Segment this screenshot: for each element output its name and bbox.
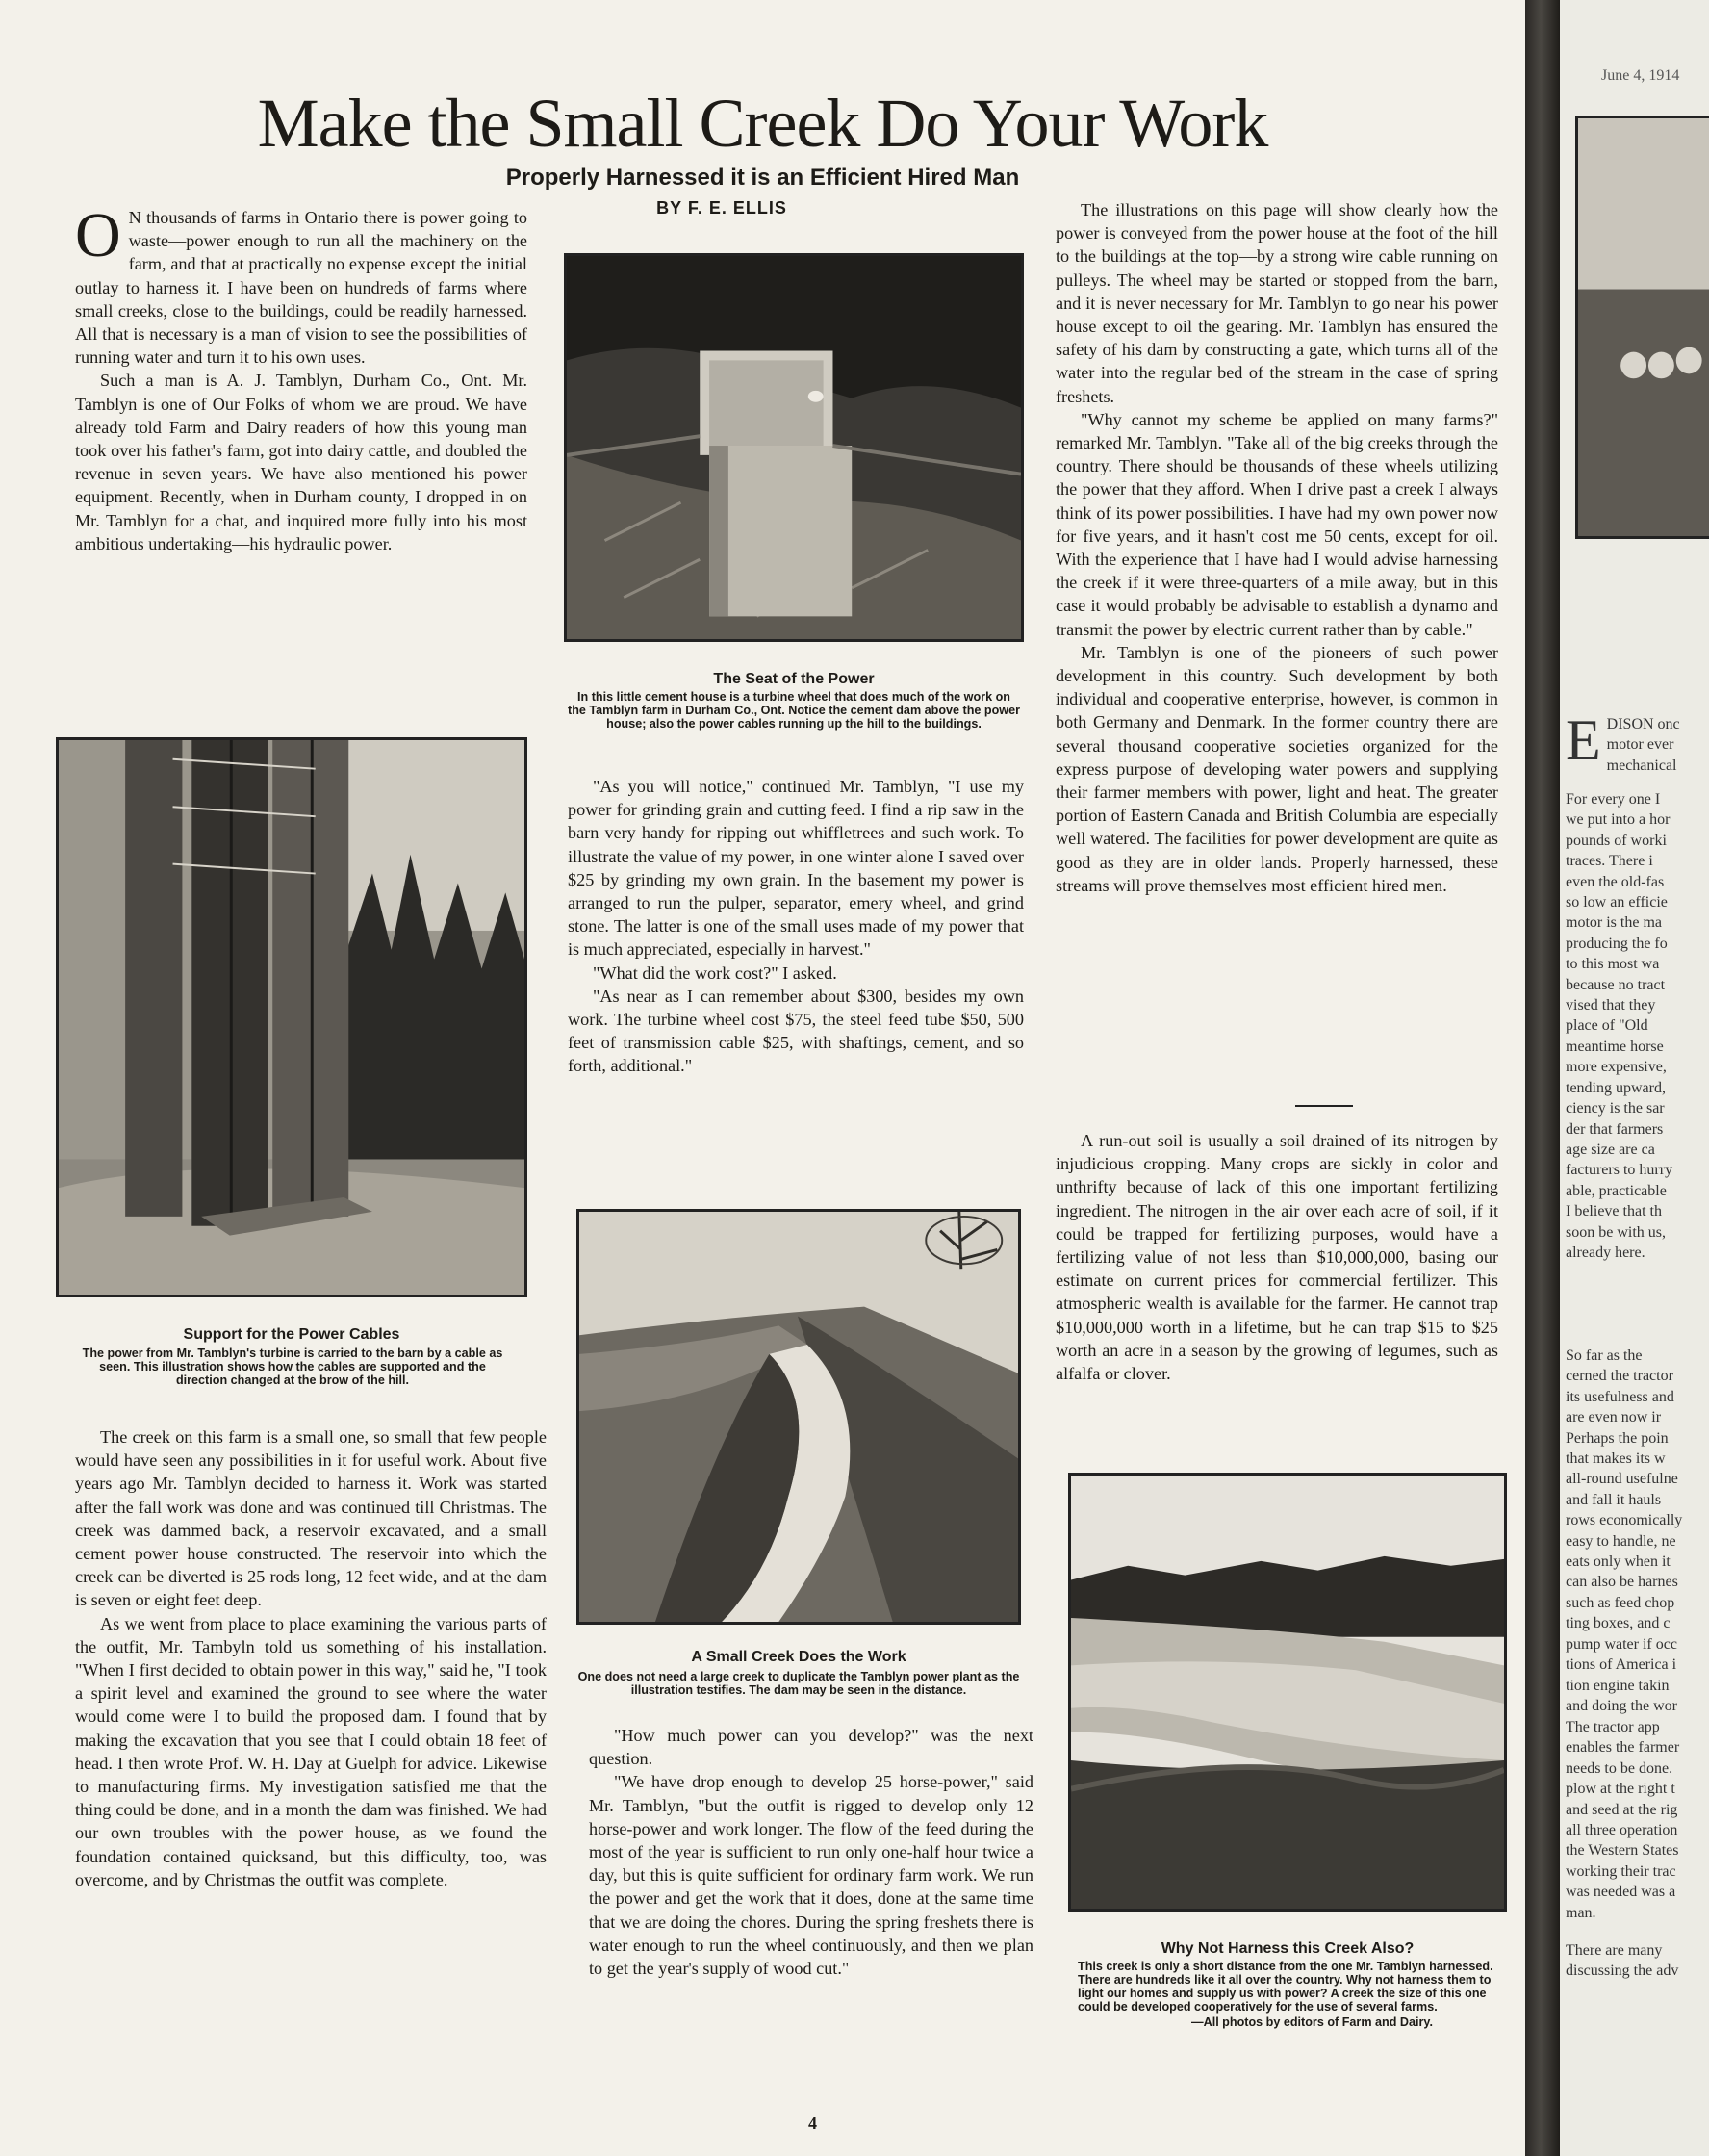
paragraph: As we went from place to place examining the various parts of the outfit, Mr. Tambyln told us something of his installation. "When I first decided to obtain power in this way," said he, "I took a spirit level and examined the ground to see where the water would come were I to build the proposed dam. I found that by making the excavation that you see that I could obtain 18 feet of head. I then wrote Prof. W. H. Day at Guelph for advice. Likewise to manufacturing firms. My investigation satisfied me that the thing could be done, and in a month the dam was finished. We had our own troubles with the power house, as we found the foundation contained quicksand, but this difficulty, too, was overcome, and by Christmas the outfit was complete. bbox=[75, 1613, 547, 1889]
paragraph: "We have drop enough to develop 25 horse-power," said Mr. Tamblyn, "but the outfit is rigged to develop only 12 horse-power and work longer. The flow of the feed during the most of the year is sufficient to run only one-half hour twice a day, but this is quite sufficient for ordinary farm work. We run the power and get the work that it does, done at the same time that we are doing the chores. During the spring freshets there is water enough to run the wheel continuously, and then we plan to get the year's supply of wood cut." bbox=[589, 1772, 1033, 1979]
text-line: can also be harnes bbox=[1566, 1574, 1678, 1591]
photo-power-cables bbox=[56, 737, 527, 1297]
text-line: vised that they bbox=[1566, 997, 1656, 1014]
text-line: easy to handle, ne bbox=[1566, 1532, 1676, 1550]
text-line: more expensive, bbox=[1566, 1059, 1667, 1076]
text-line: the Western States bbox=[1566, 1842, 1679, 1860]
text-line: we put into a hor bbox=[1566, 811, 1671, 829]
facing-page-photo bbox=[1575, 116, 1709, 539]
text-line: pounds of worki bbox=[1566, 832, 1667, 849]
paragraph: A run-out soil is usually a soil drained of its nitrogen by injudicious cropping. Many crops are sickly in color and unthrifty because of lack of this one important fertilizing ingredient. The nitrogen in the air over each acre of soil, if it could be trapped for fertilizing purposes, would have a fertilizing value of not less than $10,000,000, basing our estimate on current prices for commercial fertilizer. This atmospheric wealth is available for the farmer. He cannot trap $10,000,000 worth in a lifetime, but he can trap $15 to $25 worth an acre in a season by the growing of legumes, such as alfalfa or clover. bbox=[1056, 1131, 1498, 1384]
text-line: place of "Old bbox=[1566, 1017, 1648, 1035]
facing-page-text bbox=[1566, 708, 1700, 776]
drop-cap: E bbox=[1566, 708, 1601, 772]
text-line: are even now ir bbox=[1566, 1409, 1662, 1426]
text-line: enables the farmer bbox=[1566, 1739, 1680, 1757]
issue-date: June 4, 1914 bbox=[1601, 67, 1680, 84]
facing-page-text bbox=[1566, 1346, 1700, 1716]
facing-page-text bbox=[1566, 1940, 1700, 1982]
cable-pole-illustration bbox=[59, 740, 524, 1295]
paragraph: "As near as I can remember about $300, besides my own work. The turbine wheel cost $75, the steel feed tube $50, 500 feet of transmission cable $25, with shaftings, cement, and so forth, additional." bbox=[568, 986, 1024, 1076]
text-line: Perhaps the poin bbox=[1566, 1429, 1669, 1447]
caption-body: In this little cement house is a turbine wheel that does much of the work on the Tamblyn farm in Durham Co., Ont. Notice the cement dam above the power house; also the power cables running up the hill to the buildings. bbox=[568, 690, 1021, 731]
column-2-bottom bbox=[589, 1724, 1033, 1980]
section-divider bbox=[1295, 1105, 1353, 1107]
tractor-illustration bbox=[1578, 118, 1709, 536]
column-3-mid bbox=[1056, 1129, 1498, 1385]
text-line: discussing the adv bbox=[1566, 1963, 1679, 1980]
paragraph: "What did the work cost?" I asked. bbox=[593, 962, 837, 983]
caption-body: This creek is only a short distance from the one Mr. Tamblyn harnessed. There are hundreds like it all over the country. Why not harness them to light our homes and supply us with power? A creek the size of this one could be developed cooperatively for the use of several farms. bbox=[1078, 1960, 1493, 2014]
caption-title: The Seat of the Power bbox=[713, 671, 875, 687]
text-line: age size are ca bbox=[1566, 1141, 1655, 1158]
paragraph: Mr. Tamblyn is one of the pioneers of such power development in this country. Such development by both individual and cooperative enterprise, however, is common in both Germany and Denmark. In the former country there are several thousand cooperative societies organized for the express purpose of developing water powers and supplying their farmer members with power, light and heat. The greater portion of Eastern Canada and British Columbia are especially well watered. The facilities for power development are quite as good as they are in older lands. Properly harnessed, these streams will prove themselves most efficient hired men. bbox=[1056, 642, 1498, 895]
text-line: its usefulness and bbox=[1566, 1388, 1674, 1405]
text-line: ciency is the sar bbox=[1566, 1100, 1665, 1117]
caption-body: The power from Mr. Tamblyn's turbine is carried to the barn by a cable as seen. This illustration shows how the cables are supported and the direction changed at the brow of the hill. bbox=[82, 1347, 503, 1387]
caption-title: A Small Creek Does the Work bbox=[691, 1649, 906, 1665]
facing-page-text bbox=[1566, 1717, 1700, 1923]
text-line: ting boxes, and c bbox=[1566, 1615, 1671, 1632]
column-1-bottom bbox=[75, 1425, 547, 1891]
facing-page bbox=[1560, 0, 1709, 2156]
text-line: cerned the tractor bbox=[1566, 1368, 1673, 1385]
column-2-top bbox=[568, 775, 1024, 1078]
text-line: needs to be done. bbox=[1566, 1759, 1673, 1777]
column-1-top bbox=[75, 200, 527, 555]
caption-title: Support for the Power Cables bbox=[183, 1326, 400, 1343]
paragraph: The illustrations on this page will show clearly how the power is conveyed from the power house at the foot of the hill to the buildings at the top—by a strong wire cable running on pulleys. The wheel may be started or stopped from the barn, and it is never necessary for Mr. Tamblyn to go near his power house except to oil the gearing. Mr. Tamblyn has ensured the safety of his dam by constructing a gate, which turns all of the water into the regular bed of the stream in the case of spring freshets. bbox=[1056, 200, 1498, 406]
text-line: was needed was a bbox=[1566, 1884, 1676, 1901]
text-line: to this most wa bbox=[1566, 956, 1660, 973]
photo-credit: —All photos by editors of Farm and Dairy. bbox=[1191, 2015, 1433, 2029]
text-line: eats only when it bbox=[1566, 1553, 1671, 1571]
text-line: tion engine takin bbox=[1566, 1677, 1670, 1694]
paragraph: "How much power can you develop?" was the next question. bbox=[589, 1726, 1033, 1769]
text-line: that makes its w bbox=[1566, 1450, 1666, 1468]
text-line: and doing the wor bbox=[1566, 1697, 1677, 1714]
text-line: DISON onc bbox=[1606, 716, 1680, 732]
text-line: so low an efficie bbox=[1566, 894, 1668, 911]
paragraph: The creek on this farm is a small one, so small that few people would have seen any possibilities in it for useful work. About five years ago Mr. Tamblyn decided to harness it. Work was started after the fall work was done and was continued till Christmas. The creek was dammed back, a reservoir excavated, and a small cement power house constructed. The reservoir into which the creek can be diverted is 25 rods long, 12 feet wide, and at the dam is seven or eight feet deep. bbox=[75, 1427, 547, 1610]
text-line: For every one I bbox=[1566, 791, 1661, 808]
caption-body: One does not need a large creek to duplicate the Tamblyn power plant as the illustration testifies. The dam may be seen in the distance. bbox=[577, 1670, 1020, 1697]
text-line: already here. bbox=[1566, 1244, 1645, 1261]
text-line: motor ever bbox=[1606, 736, 1674, 754]
paragraph: "Why cannot my scheme be applied on many farms?" remarked Mr. Tamblyn. "Take all of the big creeks through the country. There should be thousands of these wheels utilizing the power that they afford. When I drive past a creek I always think of its power possibilities. I have had my own power now for five years, and it hasn't cost me 50 cents, except for oil. With the experience that I have had I would advise harnessing the creek if it were three-quarters of a mile away, but in this case it would probably be advisable to establish a dynamo and transmit the power by electric current rather than by cable." bbox=[1056, 409, 1498, 639]
text-line: So far as the bbox=[1566, 1348, 1643, 1364]
text-line: The tractor app bbox=[1566, 1719, 1660, 1735]
subheadline: Properly Harnessed it is an Efficient Hired Man bbox=[505, 165, 1020, 191]
text-line: facturers to hurry bbox=[1566, 1162, 1673, 1179]
text-line: traces. There i bbox=[1566, 853, 1653, 870]
photo-harness-creek bbox=[1068, 1473, 1507, 1912]
small-creek-illustration bbox=[579, 1212, 1018, 1622]
text-line: and fall it hauls bbox=[1566, 1491, 1662, 1508]
text-line: such as feed chop bbox=[1566, 1594, 1675, 1611]
text-line: man. bbox=[1566, 1904, 1596, 1921]
text-line: tending upward, bbox=[1566, 1079, 1666, 1096]
photo-power-house bbox=[564, 253, 1024, 642]
creek-landscape-illustration bbox=[1071, 1476, 1504, 1909]
text-line: tions of America i bbox=[1566, 1656, 1677, 1674]
text-line: rows economically bbox=[1566, 1512, 1683, 1529]
text-line: working their trac bbox=[1566, 1862, 1676, 1880]
drop-cap: O bbox=[75, 200, 121, 270]
paragraph: Such a man is A. J. Tamblyn, Durham Co., Ont. Mr. Tamblyn is one of Our Folks of whom we are proud. We have already told Farm and Dairy readers of how this young man took over his father's farm, got into dairy cattle, and doubled the revenue in seven years. We have also mentioned his power equipment. Recently, when in Durham county, I dropped in on Mr. Tamblyn for a chat, and inquired more fully into his most ambitious undertaking—his hydraulic power. bbox=[75, 371, 527, 553]
text-line: There are many bbox=[1566, 1942, 1663, 1959]
power-house-illustration bbox=[567, 256, 1021, 639]
text-line: soon be with us, bbox=[1566, 1223, 1666, 1241]
text-line: plow at the right t bbox=[1566, 1781, 1675, 1798]
text-line: all three operation bbox=[1566, 1822, 1678, 1839]
text-line: even the old-fas bbox=[1566, 873, 1665, 890]
text-line: producing the fo bbox=[1566, 935, 1668, 952]
photo-small-creek bbox=[576, 1209, 1021, 1625]
column-3-top bbox=[1056, 198, 1498, 897]
headline: Make the Small Creek Do Your Work bbox=[257, 85, 1268, 162]
text-line: all-round usefulne bbox=[1566, 1471, 1678, 1488]
text-line: I believe that th bbox=[1566, 1203, 1662, 1220]
text-line: motor is the ma bbox=[1566, 914, 1662, 932]
text-line: meantime horse bbox=[1566, 1038, 1664, 1055]
paragraph: "As you will notice," continued Mr. Tamblyn, "I use my power for grinding grain and cutting feed. I find a rip saw in the barn very handy for ripping out whiffletrees and such work. To illustrate the value of my power, in one winter alone I saved over $25 by grinding my own grain. In the basement my power is arranged to run the pulper, separator, emery wheel, and grind stone. The latter is one of the small uses made of my power that is much appreciated, especially in harvest." bbox=[568, 777, 1024, 960]
text-line: pump water if occ bbox=[1566, 1635, 1677, 1653]
byline: BY F. E. ELLIS bbox=[656, 198, 787, 218]
page-number: 4 bbox=[808, 2114, 817, 2133]
text-line: able, practicable bbox=[1566, 1182, 1667, 1199]
paragraph: O N thousands of farms in Ontario there is power going to waste—power enough to run all the machinery on the farm, and that at practically no expense except the initial outlay to harness it. I have been on hundreds of farms where small creeks, close to the buildings, could be readily harnessed. All that is necessary is a man of vision to see the possibilities of running water and turn it to his own uses. bbox=[75, 200, 527, 368]
caption-title: Why Not Harness this Creek Also? bbox=[1161, 1940, 1415, 1957]
text-line: mechanical bbox=[1606, 757, 1677, 774]
text-line: and seed at the rig bbox=[1566, 1801, 1678, 1818]
text-line: der that farmers bbox=[1566, 1120, 1664, 1138]
facing-page-text bbox=[1566, 789, 1700, 1263]
text-line: because no tract bbox=[1566, 976, 1666, 993]
book-spine bbox=[1525, 0, 1560, 2156]
